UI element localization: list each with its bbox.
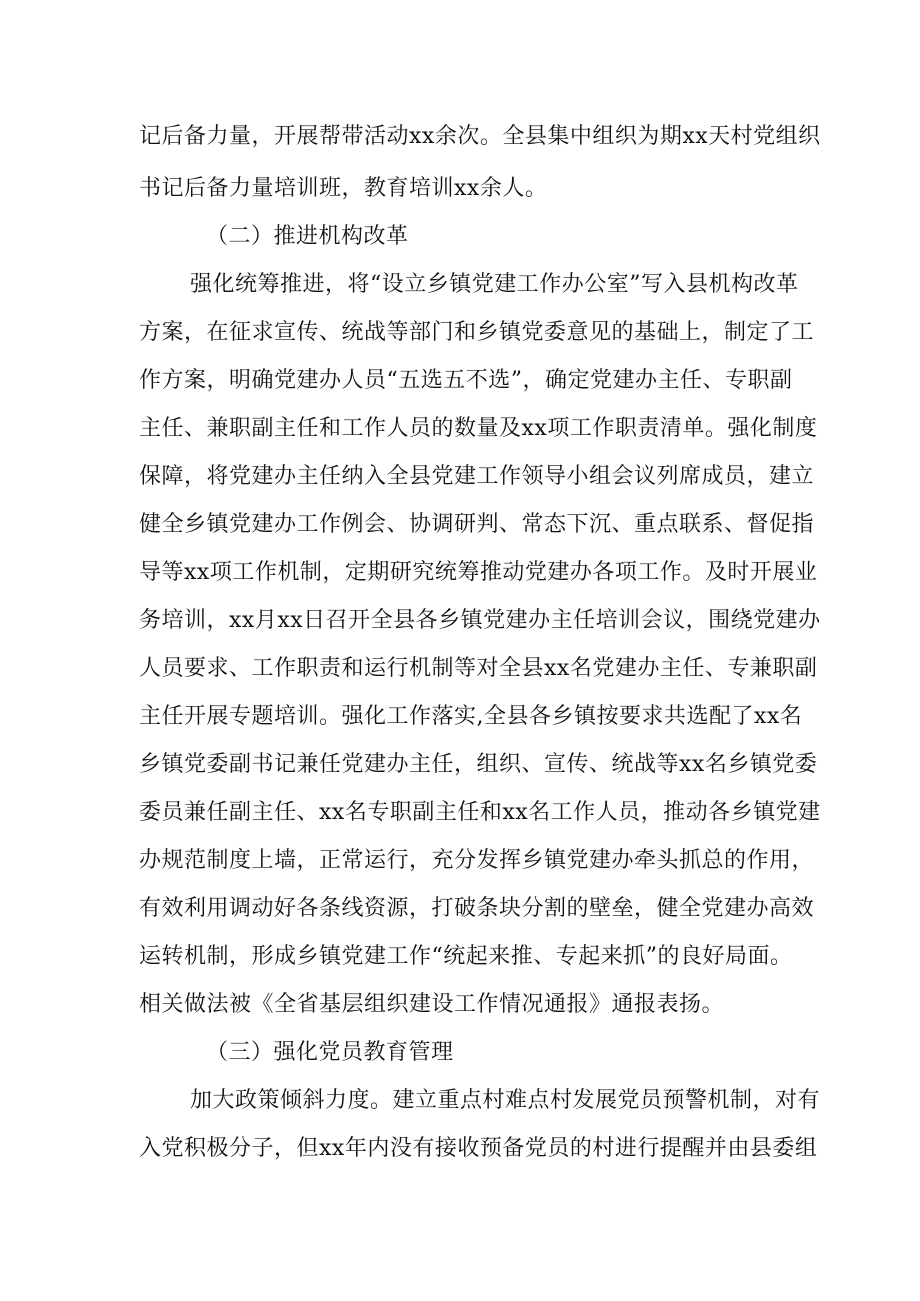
paragraph-line: 作方案，明确党建办人员“五选五不选”，确定党建办主任、专职副 (139, 368, 793, 393)
paragraph-line: 健全乡镇党建办工作例会、协调研判、常态下沉、重点联系、督促指 (139, 512, 815, 537)
paragraph-line: 务培训，xx月xx日召开全县各乡镇党建办主任培训会议，围绕党建办 (139, 608, 821, 633)
section-heading-3: （三）强化党员教育管理 (206, 1040, 454, 1065)
paragraph-line: 强化统筹推进，将“设立乡镇党建工作办公室”写入县机构改革 (190, 272, 799, 297)
paragraph-line: 人员要求、工作职责和运行机制等对全县xx名党建办主任、专兼职副 (139, 656, 818, 681)
paragraph-line: 导等xx项工作机制，定期研究统筹推动党建办各项工作。及时开展业 (139, 560, 818, 585)
paragraph-line: 办规范制度上墙，正常运行，充分发挥乡镇党建办牵头抓总的作用， (139, 848, 815, 873)
paragraph-line: 运转机制，形成乡镇党建工作“统起来推、专起来抓”的良好局面。 (139, 944, 793, 969)
paragraph-line: 加大政策倾斜力度。建立重点村难点村发展党员预警机制，对有 (190, 1088, 821, 1113)
paragraph-line: 相关做法被《全省基层组织建设工作情况通报》通报表扬。 (139, 992, 725, 1017)
paragraph-line: 主任、兼职副主任和工作人员的数量及xx项工作职责清单。强化制度 (139, 416, 818, 441)
paragraph-line: 委员兼任副主任、xx名专职副主任和xx名工作人员，推动各乡镇党建 (139, 800, 821, 825)
paragraph-line: 主任开展专题培训。强化工作落实,全县各乡镇按要求共选配了xx名 (139, 704, 803, 729)
paragraph-line: 书记后备力量培训班，教育培训xx余人。 (139, 176, 548, 201)
paragraph-line: 有效利用调动好各条线资源，打破条块分割的壁垒，健全党建办高效 (139, 896, 815, 921)
paragraph-line: 保障，将党建办主任纳入全县党建工作领导小组会议列席成员，建立 (139, 464, 815, 489)
paragraph-line: 记后备力量，开展帮带活动xx余次。全县集中组织为期xx天村党组织 (139, 124, 821, 149)
paragraph-line: 乡镇党委副书记兼任党建办主任，组织、宣传、统战等xx名乡镇党委 (139, 752, 818, 777)
paragraph-line: 方案，在征求宣传、统战等部门和乡镇党委意见的基础上，制定了工 (139, 320, 815, 345)
paragraph-line: 入党积极分子，但xx年内没有接收预备党员的村进行提醒并由县委组 (139, 1136, 818, 1161)
section-heading-2: （二）推进机构改革 (206, 224, 409, 249)
